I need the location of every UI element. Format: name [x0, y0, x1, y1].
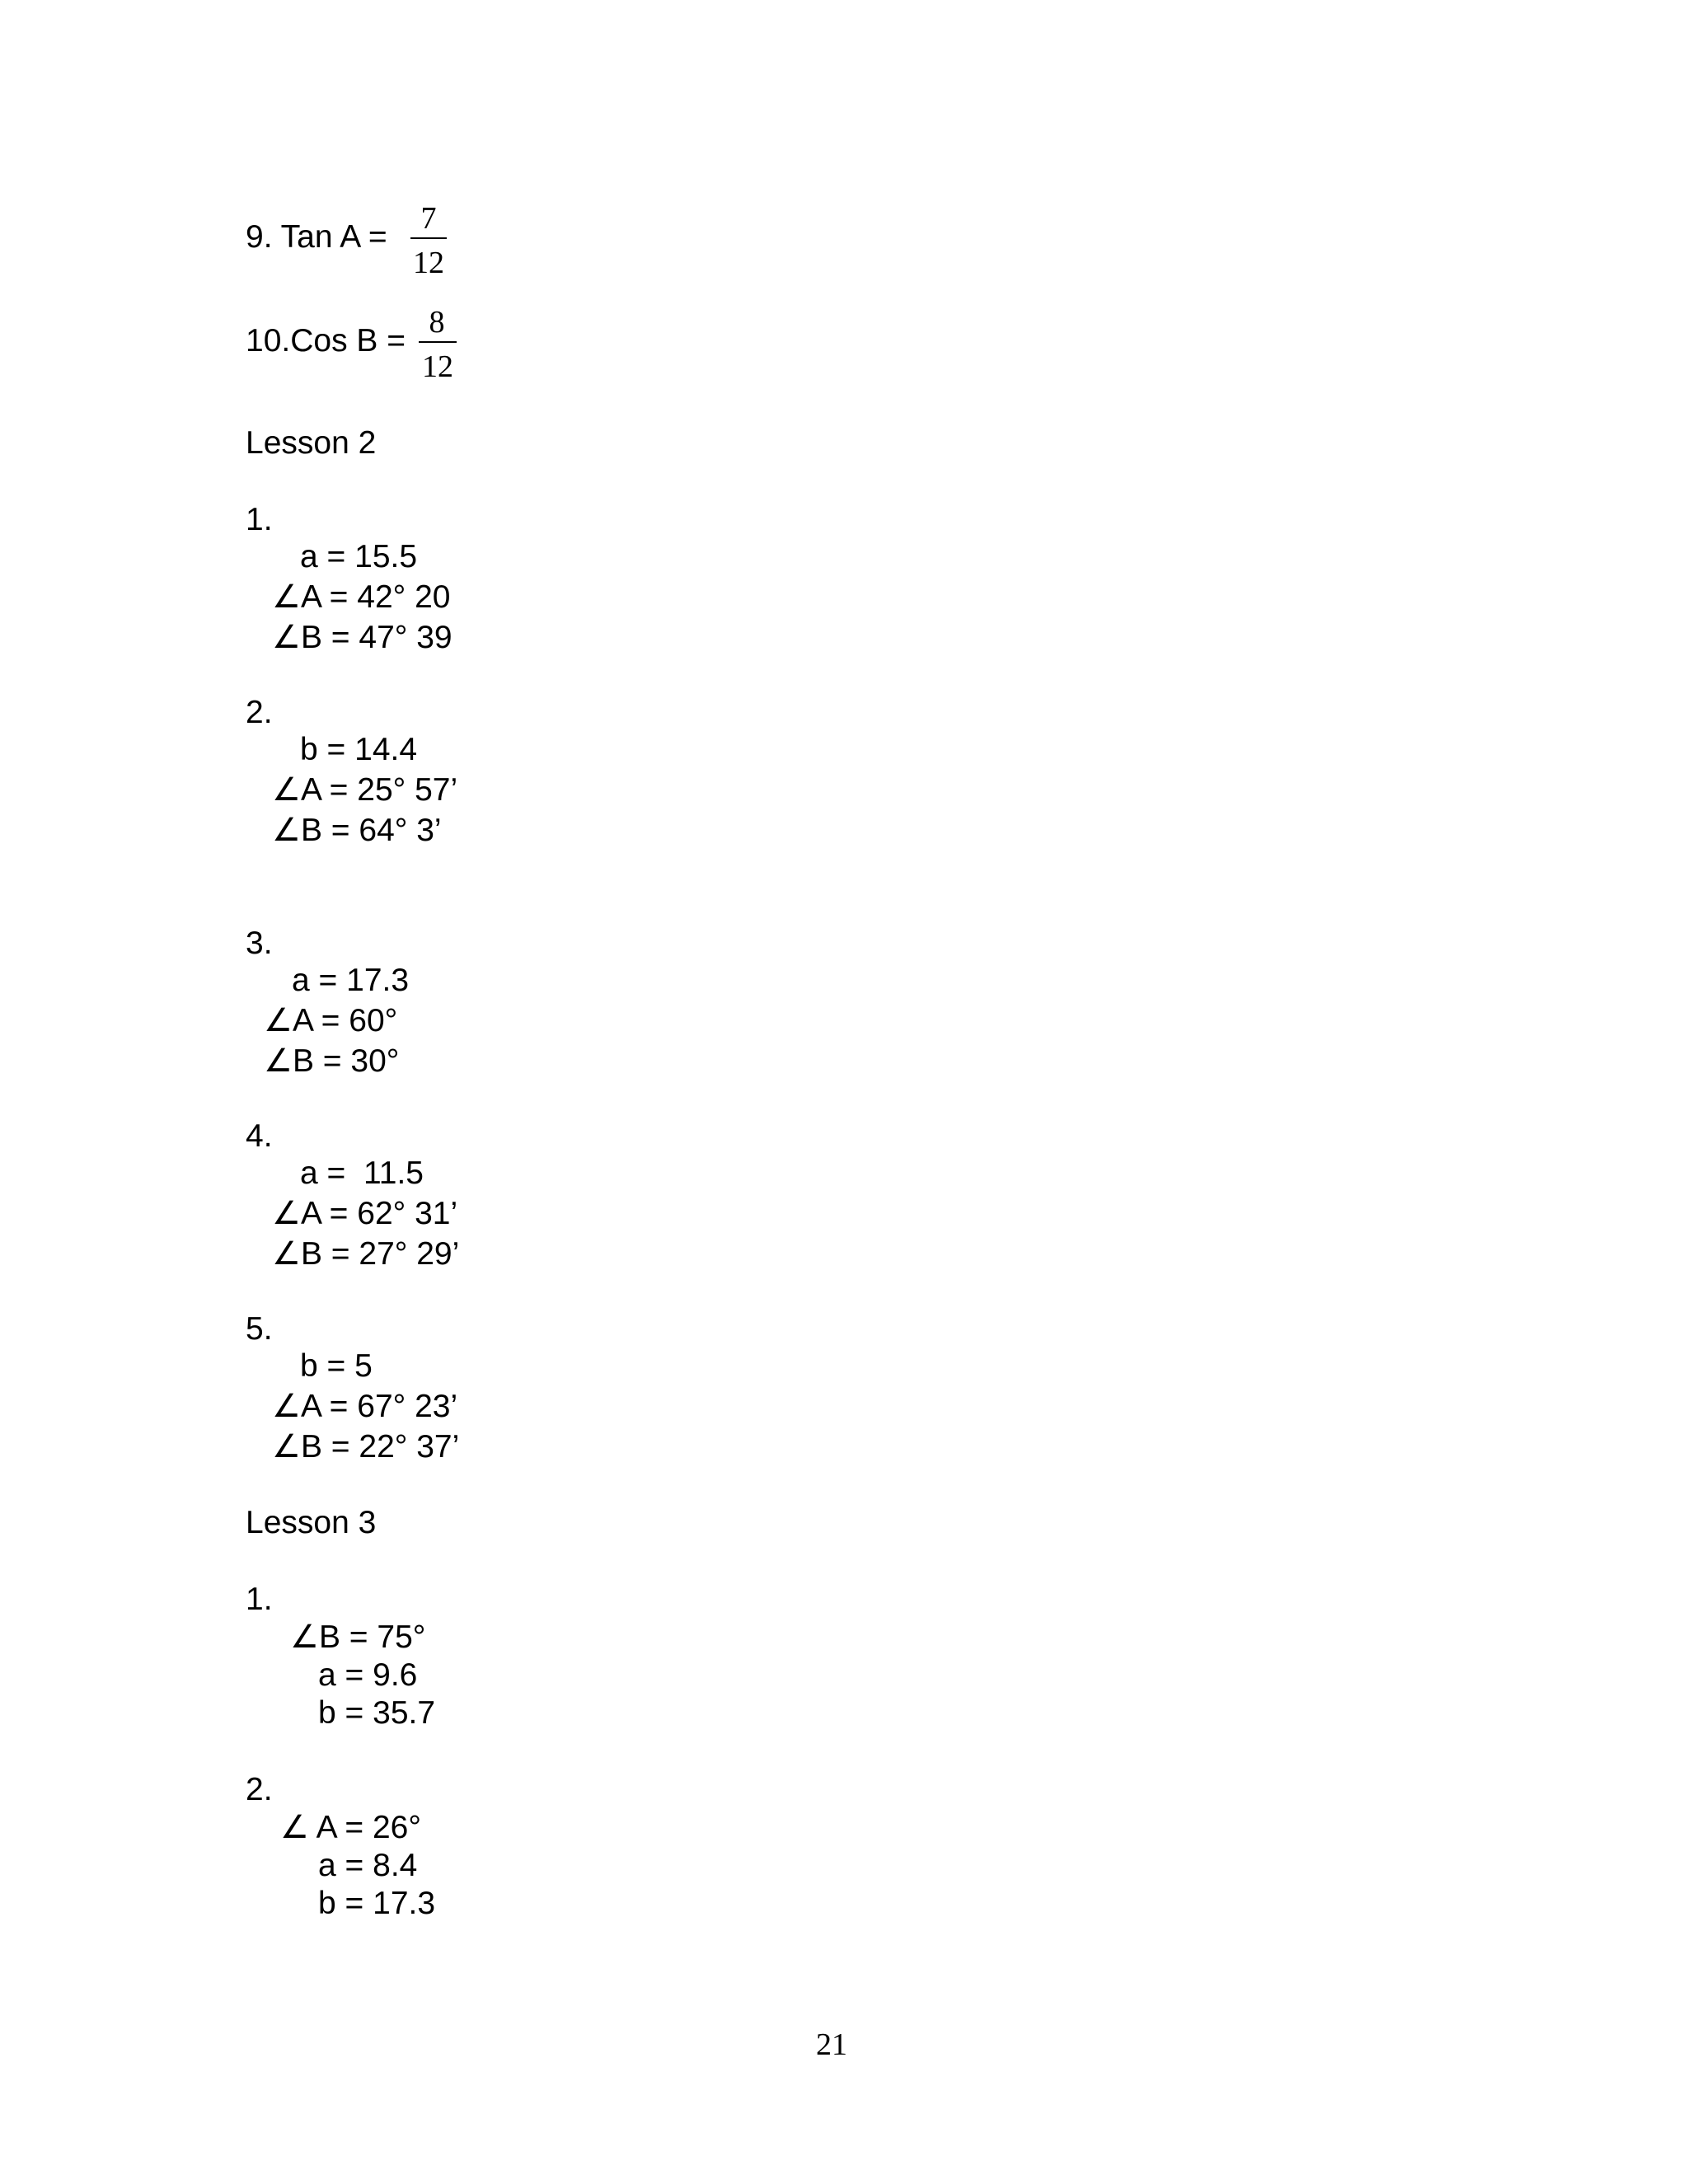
- tan-denominator: 12: [413, 246, 444, 280]
- lesson3-item1-line1: ∠B = 75°: [290, 1619, 426, 1655]
- lesson2-item5-line3: ∠B = 22° 37’: [272, 1429, 460, 1465]
- lesson2-item2-line3: ∠B = 64° 3’: [272, 813, 442, 848]
- lesson2-item2-number: 2.: [246, 695, 273, 730]
- lesson2-item3-line3: ∠B = 30°: [264, 1043, 400, 1079]
- cos-denominator: 12: [422, 349, 453, 384]
- cos-fraction-bar: [419, 341, 457, 343]
- lesson2-item5-line2: ∠A = 67° 23’: [272, 1389, 458, 1424]
- lesson2-item5-number: 5.: [246, 1311, 273, 1347]
- lesson2-item5-line1: b = 5: [300, 1348, 373, 1384]
- lesson3-item1-line3: b = 35.7: [318, 1695, 436, 1731]
- page-number: 21: [816, 2027, 847, 2062]
- lesson2-item4-line1: a = 11.5: [300, 1155, 424, 1191]
- lesson2-item1-line1: a = 15.5: [300, 539, 418, 574]
- lesson2-item2-line1: b = 14.4: [300, 732, 418, 767]
- lesson3-item2-line1: ∠ A = 26°: [280, 1810, 421, 1845]
- tan-label: 9. Tan A =: [246, 219, 396, 255]
- lesson2-item1-line2: ∠A = 42° 20: [272, 579, 451, 615]
- lesson2-item2-line2: ∠A = 25° 57’: [272, 772, 458, 808]
- lesson3-item1-number: 1.: [246, 1582, 273, 1617]
- cos-label: 10.Cos B =: [246, 323, 415, 359]
- cos-numerator: 8: [429, 305, 445, 340]
- lesson2-item3-line1: a = 17.3: [292, 963, 410, 998]
- lesson3-item2-line3: b = 17.3: [318, 1886, 436, 1921]
- lesson3-item2-number: 2.: [246, 1772, 273, 1807]
- lesson2-item4-number: 4.: [246, 1118, 273, 1154]
- lesson2-item4-line2: ∠A = 62° 31’: [272, 1196, 458, 1231]
- lesson3-heading: Lesson 3: [246, 1505, 377, 1540]
- lesson2-item3-number: 3.: [246, 926, 273, 961]
- lesson2-heading: Lesson 2: [246, 425, 377, 461]
- tan-numerator: 7: [420, 201, 437, 236]
- lesson2-item1-number: 1.: [246, 502, 273, 537]
- lesson3-item2-line2: a = 8.4: [318, 1848, 418, 1883]
- lesson3-item1-line2: a = 9.6: [318, 1657, 418, 1693]
- lesson2-item4-line3: ∠B = 27° 29’: [272, 1236, 460, 1272]
- lesson2-item3-line2: ∠A = 60°: [264, 1003, 398, 1038]
- lesson2-item1-line3: ∠B = 47° 39: [272, 620, 452, 655]
- tan-fraction-bar: [410, 237, 447, 239]
